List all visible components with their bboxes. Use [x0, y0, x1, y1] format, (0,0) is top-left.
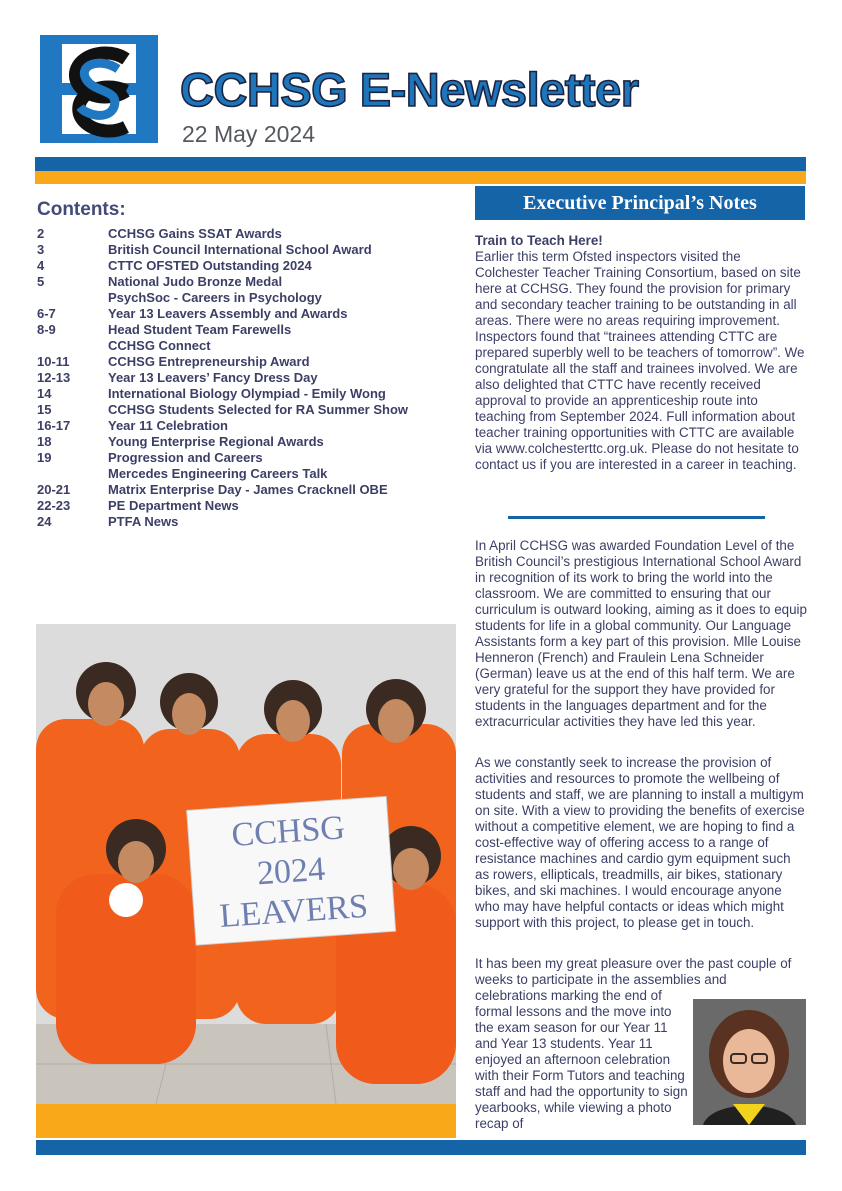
- toc-title: Head Student Team Farewells: [108, 322, 292, 337]
- section-divider: [508, 516, 765, 519]
- toc-item[interactable]: [37, 514, 408, 530]
- toc-item[interactable]: [37, 290, 408, 306]
- toc-page: 8-9: [37, 322, 56, 337]
- toc-page: 12-13: [37, 370, 71, 385]
- newsletter-date: 22 May 2024: [182, 121, 315, 147]
- toc-page: [37, 338, 108, 354]
- table-of-contents: [37, 226, 408, 530]
- newsletter-title: CCHSG E-Newsletter: [180, 63, 639, 116]
- sign-line-3: LEAVERS: [218, 887, 370, 935]
- toc-item[interactable]: [37, 466, 408, 482]
- toc-title: CCHSG Gains SSAT Awards: [108, 226, 282, 241]
- toc-item[interactable]: [37, 402, 408, 418]
- leavers-sign: [187, 797, 396, 946]
- toc-page: 6-7: [37, 306, 56, 321]
- toc-item[interactable]: [37, 306, 408, 322]
- toc-title: CTTC OFSTED Outstanding 2024: [108, 258, 312, 273]
- toc-title: Young Enterprise Regional Awards: [108, 434, 324, 449]
- toc-page: 14: [37, 386, 52, 401]
- toc-page: 20-21: [37, 482, 71, 497]
- leavers-photo: [36, 624, 456, 1104]
- toc-page: [37, 290, 108, 306]
- toc-title: PE Department News: [108, 498, 239, 513]
- paragraph-international-award: In April CCHSG was awarded Foundation Level of the British Council’s prestigious International School Award in recognition of its work to bring the world into the classroom. We are committed to ensuring that our curriculum is outward looking, aiming as it does to equip students for life in a global community. Our Language Assistants form a key part of this provision. Mlle Louise Henneron (French) and Fraulein Lena Schneider (German) leave us at the end of this half term. We are very grateful for the support they have provided for students in the languages department and for the extracurricular activities they have led this year.: [475, 538, 807, 729]
- toc-item[interactable]: [37, 482, 408, 498]
- toc-item[interactable]: [37, 322, 408, 338]
- toc-item[interactable]: [37, 338, 408, 354]
- paragraph-lead: Train to Teach Here!: [475, 233, 603, 248]
- toc-title: PsychSoc - Careers in Psychology: [108, 290, 322, 305]
- paragraph-train-to-teach: [475, 233, 808, 473]
- toc-page: 5: [37, 274, 45, 289]
- toc-item[interactable]: [37, 370, 408, 386]
- sign-line-2: 2024: [255, 850, 327, 892]
- toc-item[interactable]: [37, 434, 408, 450]
- toc-page: 15: [37, 402, 52, 417]
- toc-page: 3: [37, 242, 45, 257]
- toc-page: 19: [37, 450, 52, 465]
- toc-title: International Biology Olympiad - Emily Wong: [108, 386, 386, 401]
- toc-title: CCHSG Connect: [108, 338, 211, 353]
- header-divider-orange: [35, 171, 806, 184]
- toc-title: Year 13 Leavers’ Fancy Dress Day: [108, 370, 318, 385]
- toc-item[interactable]: [37, 242, 408, 258]
- school-logo: [40, 35, 158, 143]
- paragraph-celebrations: celebrations marking the end of formal lessons and the move into the exam season for our Year 11 and Year 13 students. Year 11 enjoyed an afternoon celebration with their Form Tutors and teaching staff and had the opportunity to sign yearbooks, while viewing a photo recap of: [475, 988, 688, 1131]
- toc-page: 24: [37, 514, 52, 529]
- toc-item[interactable]: [37, 274, 408, 290]
- toc-title: Mercedes Engineering Careers Talk: [108, 466, 328, 481]
- toc-title: CCHSG Students Selected for RA Summer Show: [108, 402, 409, 417]
- toc-page: 10-11: [37, 354, 70, 369]
- toc-title: CCHSG Entrepreneurship Award: [108, 354, 310, 369]
- toc-item[interactable]: [37, 418, 408, 434]
- header-divider-blue: [35, 157, 806, 171]
- toc-page: [37, 466, 108, 482]
- toc-title: British Council International School Award: [108, 242, 372, 257]
- paragraph-celebrations-intro: It has been my great pleasure over the past couple of weeks to participate in the assemblies and: [475, 956, 792, 987]
- toc-item[interactable]: [37, 450, 408, 466]
- toc-item[interactable]: [37, 258, 408, 274]
- paragraph-body: Earlier this term Ofsted inspectors visited the Colchester Teacher Training Consortium, based on site here at CCHSG. They found the provision for primary and secondary teacher training to be outstanding in all areas. There were no areas requiring improvement. Inspectors found that “trainees attending CTTC are prepared superbly well to be teachers of tomorrow”. We congratulate all the staff and trainees involved. We are also delighted that CTTC have recently received approval to provide an apprenticeship route into teaching from September 2024. Full information about teacher training opportunities with CTTC are available via www.colchesterttc.org.uk. Please do not hesitate to contact us if you are interested in a career in teaching.: [475, 249, 805, 472]
- toc-title: PTFA News: [108, 514, 179, 529]
- contents-heading: Contents:: [37, 199, 126, 220]
- portrait-illustration: [693, 999, 806, 1125]
- paragraph-multigym: As we constantly seek to increase the provision of activities and resources to promote the wellbeing of students and staff, we are planning to install a multigym on site. With a view to providing the benefits of exercise without a competitive element, we are hoping to find a cost-effective way of offering access to a range of resistance machines and cardio gym equipment such as rowers, ellipticals, treadmills, air bikes, stationary bikes, and ski machines. I would encourage anyone who may have helpful contacts or ideas which might support with this project, to please get in touch.: [475, 755, 805, 930]
- footer-bar: [36, 1140, 806, 1155]
- toc-item[interactable]: [37, 498, 408, 514]
- sign-line-1: CCHSG: [230, 808, 347, 854]
- toc-title: Year 11 Celebration: [108, 418, 228, 433]
- section-banner: Executive Principal’s Notes: [475, 186, 805, 220]
- toc-item[interactable]: [37, 354, 408, 370]
- toc-item[interactable]: [37, 226, 408, 242]
- photo-footer-bar: [36, 1104, 456, 1138]
- toc-page: 22-23: [37, 498, 71, 513]
- toc-title: Year 13 Leavers Assembly and Awards: [108, 306, 348, 321]
- toc-page: 16-17: [37, 418, 71, 433]
- toc-page: 4: [37, 258, 45, 273]
- principal-portrait: [693, 999, 806, 1125]
- toc-title: National Judo Bronze Medal: [108, 274, 283, 289]
- toc-title: Matrix Enterprise Day - James Cracknell OBE: [108, 482, 388, 497]
- toc-page: 2: [37, 226, 45, 241]
- toc-page: 18: [37, 434, 52, 449]
- toc-item[interactable]: [37, 386, 408, 402]
- toc-title: Progression and Careers: [108, 450, 263, 465]
